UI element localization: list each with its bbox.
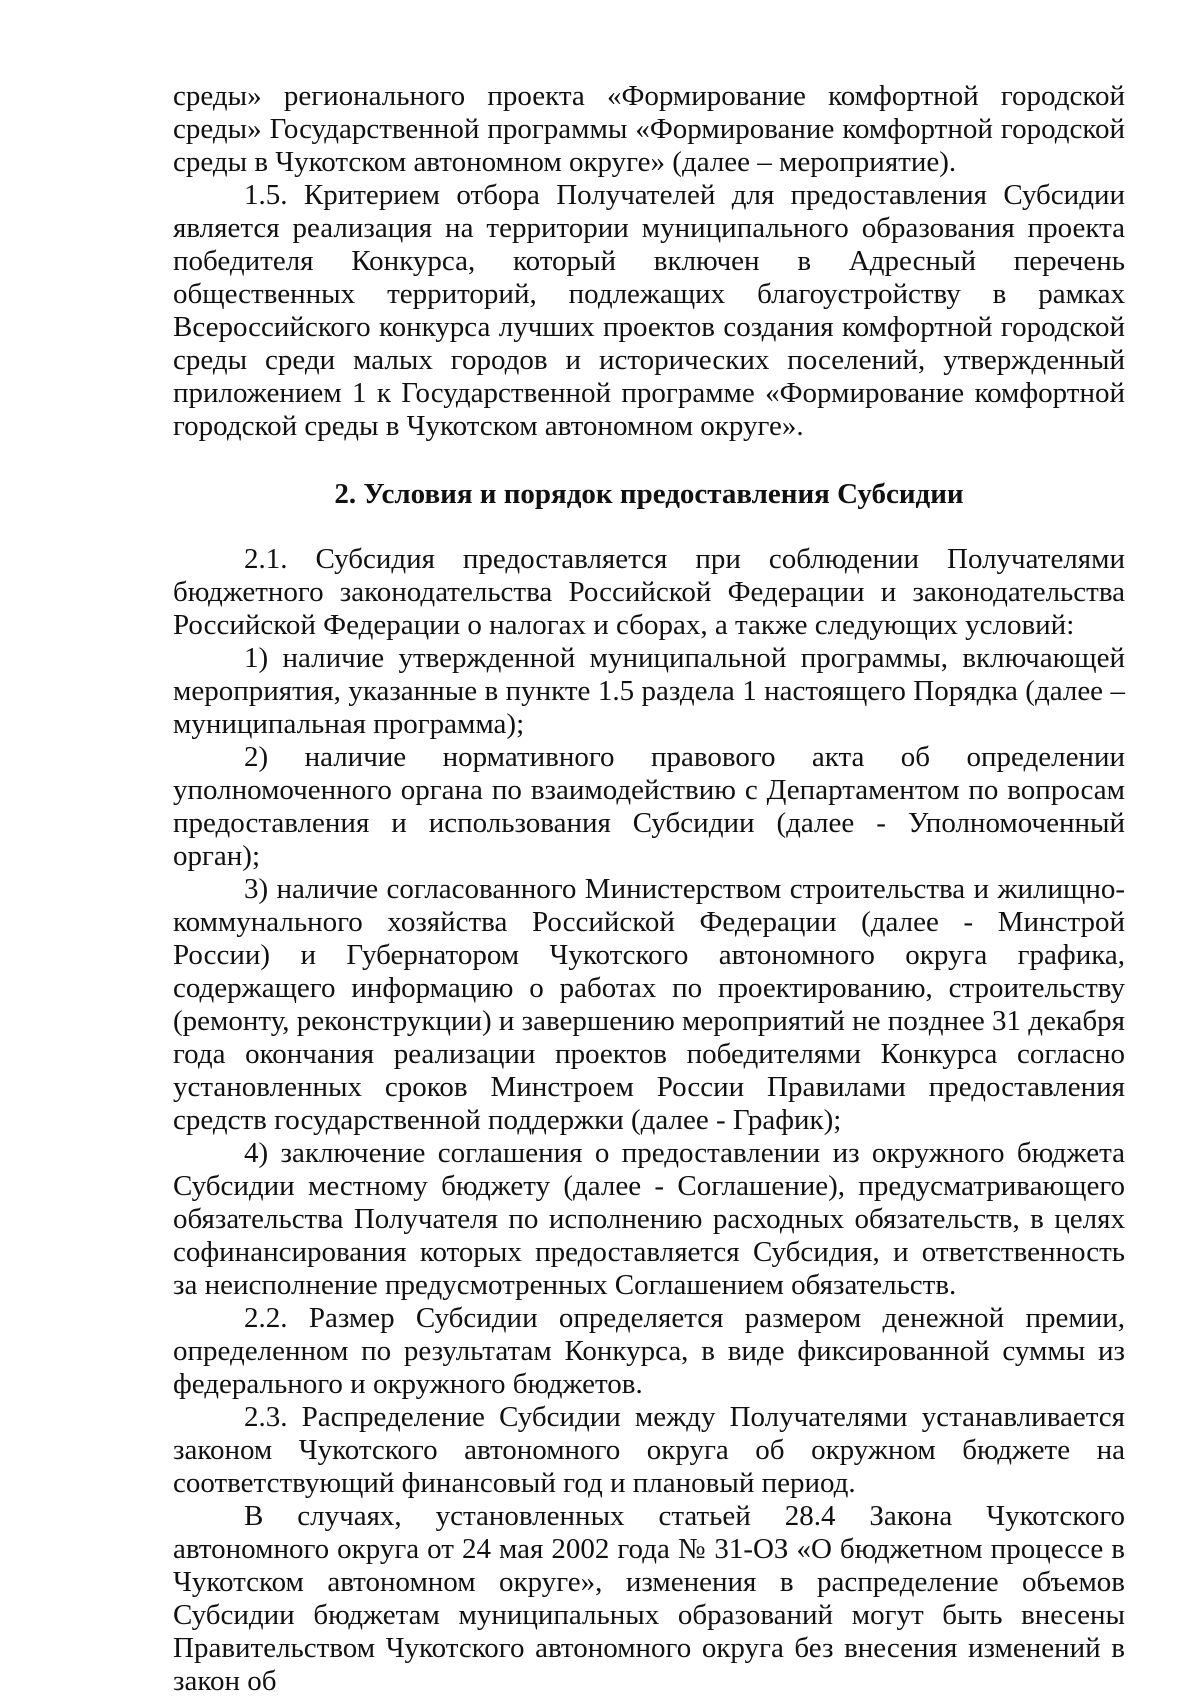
paragraph-2-1: 2.1. Субсидия предоставляется при соблюдении Получателями бюджетного законодательства Российской Федерации и законодательства Российской Федерации о налогах и сборах, а также следующих условий: [173,543,1125,641]
list-item-4: 4) заключение соглашения о предоставлении из окружного бюджета Субсидии местному бюджету (далее - Соглашение), предусматривающего обязательства Получателя по исполнению расходных обязательств, в целях софинансирования которых предоставляется Субсидия, и ответственность за неисполнение предусмотренных Соглашением обязательств. [173,1137,1125,1301]
paragraph-2-3: 2.3. Распределение Субсидии между Получателями устанавливается законом Чукотского автономного округа об окружном бюджете на соответствующий финансовый год и плановый период. [173,1401,1125,1499]
paragraph-1-5: 1.5. Критерием отбора Получателей для предоставления Субсидии является реализация на территории муниципального образования проекта победителя Конкурса, который включен в Адресный перечень общественных территорий, подлежащих благоустройству в рамках Всероссийского конкурса лучших проектов создания комфортной городской среды среди малых городов и исторических поселений, утвержденный приложением 1 к Государственной программе «Формирование комфортной городской среды в Чукотском автономном округе». [173,179,1125,442]
list-item-2: 2) наличие нормативного правового акта об определении уполномоченного органа по взаимодействию с Департаментом по вопросам предоставления и использования Субсидии (далее - Уполномоченный орган); [173,741,1125,872]
section-heading: 2. Условия и порядок предоставления Субсидии [334,478,964,510]
list-item-1: 1) наличие утвержденной муниципальной программы, включающей мероприятия, указанные в пункте 1.5 раздела 1 настоящего Порядка (далее – муниципальная программа); [173,642,1125,740]
paragraph-exceptions: В случаях, установленных статьей 28.4 Закона Чукотского автономного округа от 24 мая 2002 года № 31-ОЗ «О бюджетном процессе в Чукотском автономном округе», изменения в распределение объемов Субсидии бюджетам муниципальных образований могут быть внесены Правительством Чукотского автономного округа без внесения изменений в закон об [173,1500,1125,1697]
document-page [173,80,1125,1698]
list-item-3: 3) наличие согласованного Министерством строительства и жилищно-коммунального хозяйства Российской Федерации (далее - Минстрой России) и Губернатором Чукотского автономного округа графика, содержащего информацию о работах по проектированию, строительству (ремонту, реконструкции) и завершению мероприятий не позднее 31 декабря года окончания реализации проектов победителями Конкурса согласно установленных сроков Минстроем России Правилами предоставления средств государственной поддержки (далее - График); [173,873,1125,1136]
paragraph-intro-continuation: среды» регионального проекта «Формирование комфортной городской среды» Государственной программы «Формирование комфортной городской среды в Чукотском автономном округе» (далее – мероприятие). [173,80,1125,178]
paragraph-2-2: 2.2. Размер Субсидии определяется размером денежной премии, определенном по результатам Конкурса, в виде фиксированной суммы из федерального и окружного бюджетов. [173,1302,1125,1400]
